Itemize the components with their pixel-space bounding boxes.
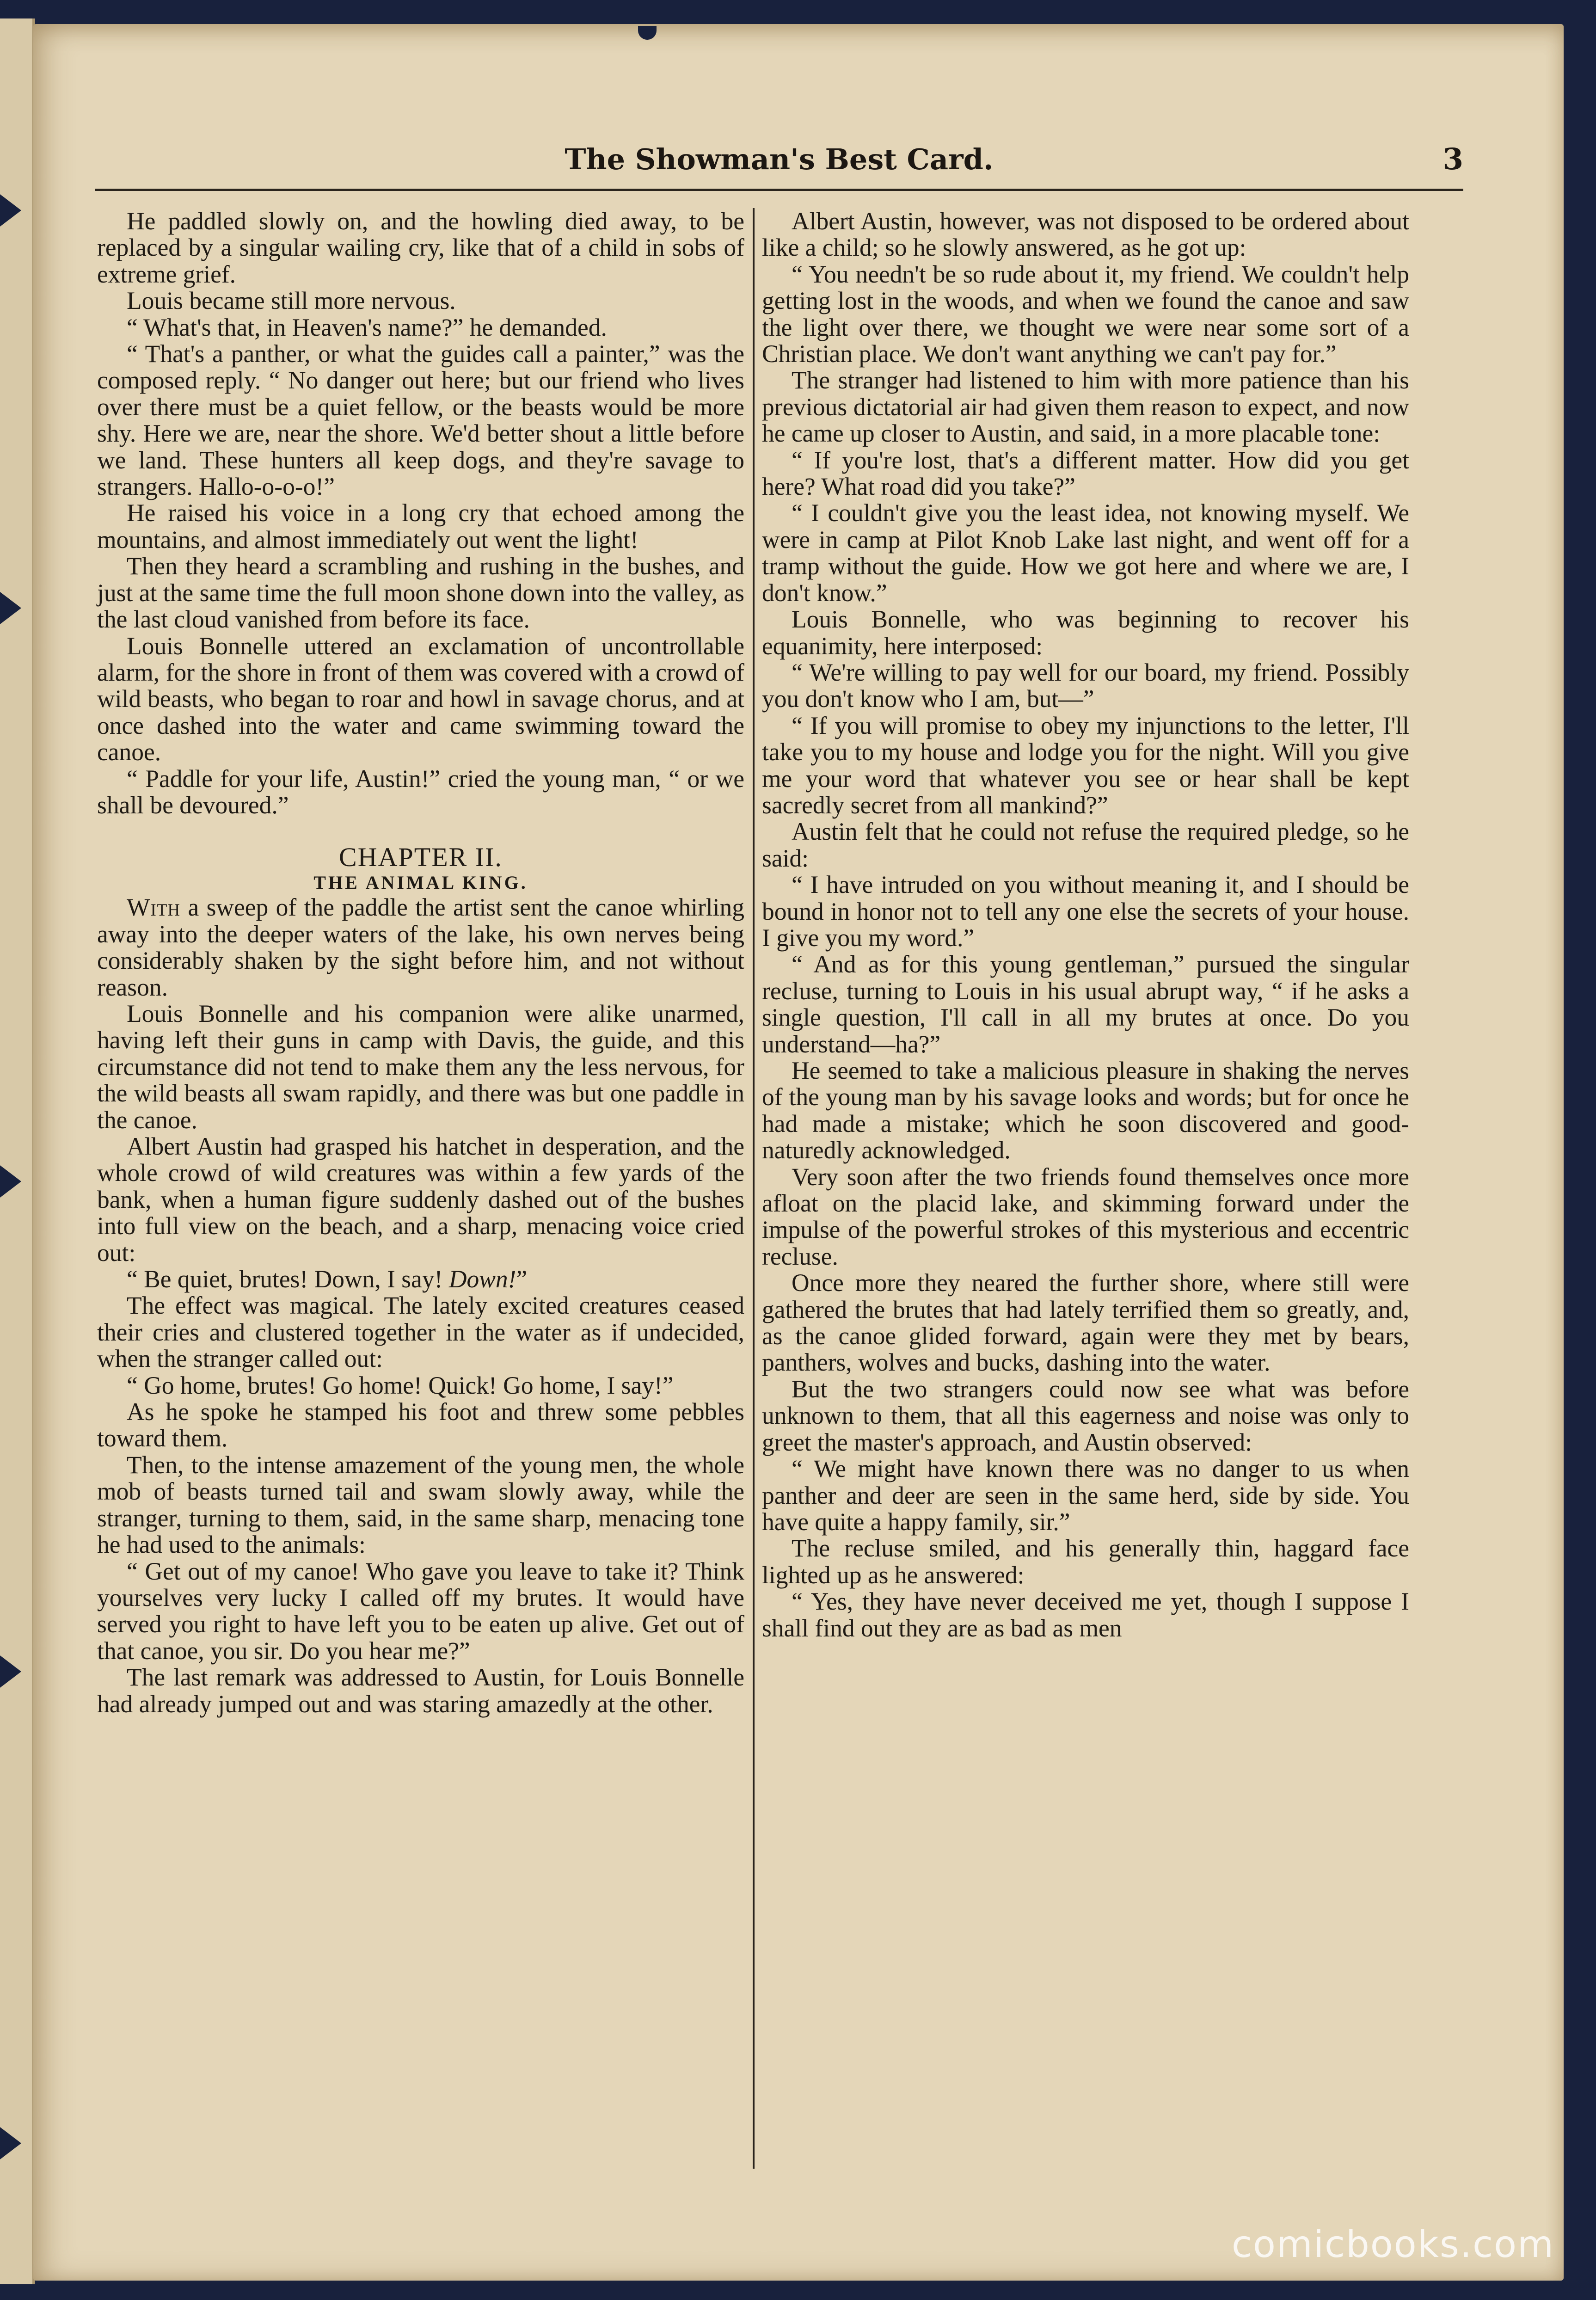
paragraph: The stranger had listened to him with more patience than his previous dictatorial air had given them reason to expect, and now he came up closer to Austin, and said, in a more placable tone: — [762, 366, 1409, 448]
paragraph: “ Paddle for your life, Austin!” cried the young man, “ or we shall be devoured.” — [97, 764, 744, 819]
paragraph: Then, to the intense amazement of the young men, the whole mob of beasts turned tail and swam slowly away, while the stranger, turning to them, said, in the same sharp, menacing tone he had used to the animals: — [97, 1451, 744, 1559]
paragraph: “ We might have known there was no danger to us when panther and deer are seen in the same herd, side by side. You have quite a happy family, sir.” — [762, 1455, 1409, 1536]
paragraph: “ We're willing to pay well for our board, my friend. Possibly you don't know who I am, but—” — [762, 658, 1409, 713]
paragraph: “ I couldn't give you the least idea, not knowing myself. We were in camp at Pilot Knob Lake last night, and went off for a tramp without the guide. How we got here and where we are, I don't know.” — [762, 499, 1409, 607]
binding-notch — [0, 1655, 21, 1688]
paragraph: The recluse smiled, and his generally thin, haggard face lighted up as he answered: — [762, 1534, 1409, 1589]
running-title: The Showman's Best Card. — [565, 142, 994, 176]
paragraph — [97, 894, 744, 1001]
page-header — [95, 134, 1463, 185]
left-column — [97, 208, 744, 2169]
opening-word: With — [127, 893, 181, 922]
paragraph: Very soon after the two friends found themselves once more afloat on the placid lake, and skimming forward under the impulse of the powerful strokes of this mysterious and eccentric recluse. — [762, 1162, 1409, 1270]
chapter-heading — [97, 843, 744, 894]
paragraph: Albert Austin, however, was not disposed to be ordered about like a child; so he slowly answered, as he got up: — [762, 207, 1409, 262]
watermark-text: comicbooks.com — [1231, 2223, 1554, 2266]
paragraph: “ Yes, they have never deceived me yet, though I suppose I shall find out they are as bad as men — [762, 1587, 1409, 1642]
paragraph: “ You needn't be so rude about it, my friend. We couldn't help getting lost in the woods, and when we found the canoe and saw the light over there, we thought we were near some sort of a Christian place. We don't want anything we can't pay for.” — [762, 260, 1409, 368]
paragraph: As he spoke he stamped his foot and threw some pebbles toward them. — [97, 1398, 744, 1452]
paragraph: The effect was magical. The lately excited creatures ceased their cries and clustered together in the water as if undecided, when the stranger called out: — [97, 1291, 744, 1373]
paragraph: “ What's that, in Heaven's name?” he demanded. — [127, 313, 607, 341]
paragraph-text: “ Be quiet, brutes! Down, I say! — [127, 1265, 449, 1293]
chapter-subtitle: THE ANIMAL KING. — [313, 872, 528, 893]
paragraph: Louis Bonnelle, who was beginning to recover his equanimity, here interposed: — [762, 605, 1409, 660]
paragraph: But the two strangers could now see what was before unknown to them, that all this eagerness and noise was only to greet the master's approach, and Austin observed: — [762, 1375, 1409, 1456]
paragraph: He raised his voice in a long cry that echoed among the mountains, and almost immediately out went the light! — [97, 499, 744, 553]
binding-spine — [0, 18, 35, 2284]
paragraph-text: a sweep of the paddle the artist sent the canoe whirling away into the deeper waters of the lake, his own nerves being considerably shaken by the sight before him, and not without reason. — [97, 893, 744, 1001]
paragraph: Austin felt that he could not refuse the required pledge, so he said: — [762, 818, 1409, 872]
paragraph-text: ” — [516, 1265, 528, 1293]
binding-notch — [0, 2127, 21, 2159]
paragraph: Once more they neared the further shore, where still were gathered the brutes that had lately terrified them so greatly, and, as the canoe glided forward, again were they met by bears, panthers, wolves and bucks, dashing into the water. — [762, 1269, 1409, 1377]
paragraph: He paddled slowly on, and the howling died away, to be replaced by a singular wailing cry, like that of a child in sobs of extreme grief. — [97, 207, 744, 288]
paragraph: “ That's a panther, or what the guides call a painter,” was the composed reply. “ No danger out here; but our friend who lives over there must be a quiet fellow, or the beasts would be more shy. Here we are, near the shore. We'd better shout a little before we land. These hunters all keep dogs, and they're savage to strangers. Hallo-o-o-o!” — [97, 340, 744, 501]
paragraph: “ And as for this young gentleman,” pursued the singular recluse, turning to Louis in his usual abrupt way, “ if he asks a single question, I'll call in all my brutes at once. Do you understand—ha?” — [762, 950, 1409, 1058]
right-column — [762, 208, 1409, 2169]
emphasis-text: Down! — [448, 1265, 516, 1293]
binding-notch — [0, 1165, 21, 1198]
paragraph: Louis became still more nervous. — [127, 287, 456, 315]
paragraph: “ Go home, brutes! Go home! Quick! Go home, I say!” — [127, 1371, 674, 1399]
paragraph: “ If you're lost, that's a different matter. How did you get here? What road did you take?” — [762, 446, 1409, 501]
paragraph: Louis Bonnelle and his companion were alike unarmed, having left their guns in camp with Davis, the guide, and this circumstance did not tend to make them any the less nervous, for the wild beasts all swam rapidly, and there was but one paddle in the canoe. — [97, 999, 744, 1134]
paragraph: “ Get out of my canoe! Who gave you leave to take it? Think yourselves very lucky I called off my brutes. It would have served you right to have left you to be eaten up alive. Get out of that canoe, you sir. Do you hear me?” — [97, 1557, 744, 1665]
paragraph: The last remark was addressed to Austin, for Louis Bonnelle had already jumped out and was staring amazedly at the other. — [97, 1663, 744, 1718]
paragraph: “ If you will promise to obey my injunctions to the letter, I'll take you to my house and lodge you for the night. Will you give me your word that whatever you see or hear shall be kept sacredly secret from all mankind?” — [762, 711, 1409, 819]
header-rule — [95, 189, 1463, 191]
paragraph: “ I have intruded on you without meaning it, and I should be bound in honor not to tell any one else the secrets of your house. I give you my word.” — [762, 871, 1409, 952]
column-divider — [753, 208, 755, 2169]
paragraph: He seemed to take a malicious pleasure in shaking the nerves of the young man by his savage looks and words; but for once he had made a mistake; which he soon discovered and good-naturedly acknowledged. — [762, 1057, 1409, 1164]
binding-notch — [0, 194, 21, 227]
paragraph: Albert Austin had grasped his hatchet in desperation, and the whole crowd of wild creatures was within a few yards of the bank, when a human figure suddenly dashed out of the bushes into full view on the beach, and a sharp, menacing voice cried out: — [97, 1132, 744, 1267]
paragraph — [97, 1266, 744, 1292]
page-number: 3 — [1443, 142, 1463, 177]
paragraph: Then they heard a scrambling and rushing in the bushes, and just at the same time the full moon shone down into the valley, as the last cloud vanished from before its face. — [97, 552, 744, 633]
paragraph: Louis Bonnelle uttered an exclamation of uncontrollable alarm, for the shore in front of them was covered with a crowd of wild beasts, who began to roar and howl in savage chorus, and at once dashed into the water and came swimming toward the canoe. — [97, 632, 744, 766]
binding-notch — [0, 592, 21, 624]
chapter-title: CHAPTER II. — [339, 842, 503, 873]
